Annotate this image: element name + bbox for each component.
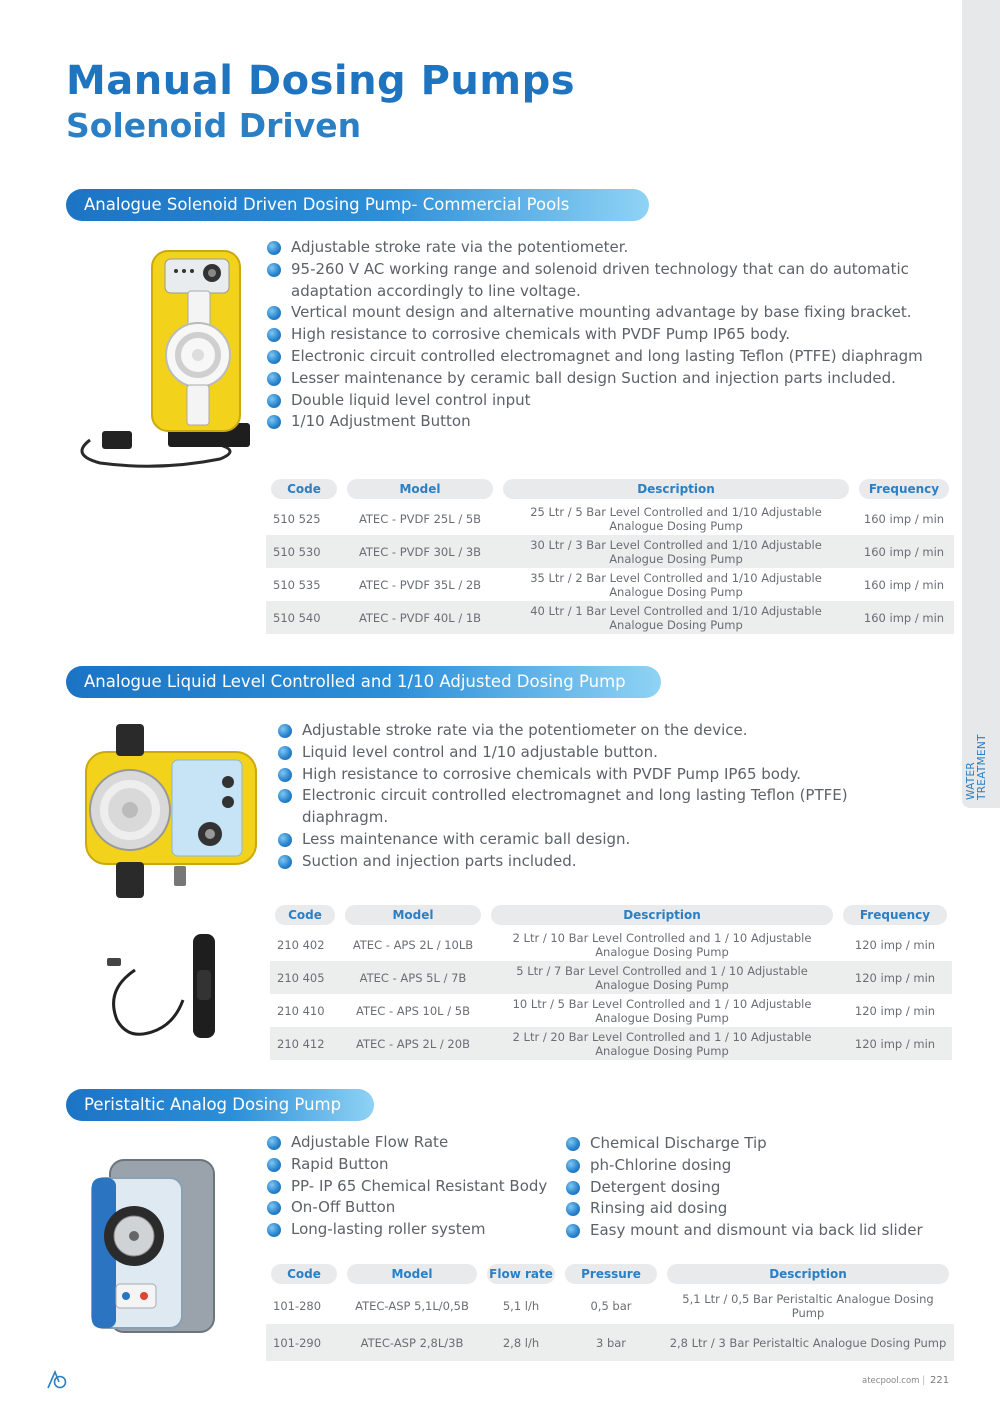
- bullet-icon: [278, 789, 292, 803]
- bullet-icon: [278, 833, 292, 847]
- table-row: 510 525 ATEC - PVDF 25L / 5B 25 Ltr / 5 Bar Level Controlled and 1/10 Adjustable Analogue Dosing Pump 160 imp / min: [273, 504, 945, 533]
- column-header: Model: [347, 479, 493, 499]
- bullet-icon: [267, 415, 281, 429]
- list-item: Adjustable stroke rate via the potentiometer.: [267, 237, 927, 259]
- table-row: 210 405 ATEC - APS 5L / 7B 5 Ltr / 7 Bar Level Controlled and 1 / 10 Adjustable Analogue Dosing Pump 120 imp / min: [270, 961, 952, 994]
- section2-table: [270, 902, 952, 1060]
- section1-feature-list: [267, 237, 927, 433]
- list-item: ph-Chlorine dosing: [566, 1155, 946, 1177]
- column-header: Frequency: [843, 905, 947, 925]
- bullet-icon: [267, 328, 281, 342]
- table-header-row: [270, 902, 952, 928]
- table-header-row: [266, 1261, 954, 1287]
- side-tab: [962, 0, 1000, 808]
- bullet-icon: [566, 1181, 580, 1195]
- section3-table: [266, 1261, 954, 1361]
- footer-separator: |: [922, 1375, 926, 1386]
- list-item: 95-260 V AC working range and solenoid driven technology that can do automatic adaptation accordingly to line voltage.: [267, 259, 927, 303]
- column-header: Flow rate: [487, 1264, 555, 1284]
- section1-heading: Analogue Solenoid Driven Dosing Pump- Commercial Pools: [66, 189, 649, 221]
- list-item: Electronic circuit controlled electromagnet and long lasting Teflon (PTFE) diaphragm.: [278, 785, 918, 829]
- list-item: Rinsing aid dosing: [566, 1198, 946, 1220]
- list-item: High resistance to corrosive chemicals with PVDF Pump IP65 body.: [278, 764, 918, 786]
- list-item: Suction and injection parts included.: [278, 851, 918, 873]
- section3-heading: Peristaltic Analog Dosing Pump: [66, 1089, 374, 1121]
- column-header: Code: [275, 905, 335, 925]
- list-item: Long-lasting roller system: [267, 1219, 557, 1241]
- list-item: Electronic circuit controlled electromagnet and long lasting Teflon (PTFE) diaphragm: [267, 346, 927, 368]
- list-item: High resistance to corrosive chemicals with PVDF Pump IP65 body.: [267, 324, 927, 346]
- table-row: 510 535 ATEC - PVDF 35L / 2B 35 Ltr / 2 Bar Level Controlled and 1/10 Adjustable Analogue Dosing Pump 160 imp / min: [273, 570, 945, 599]
- section2-feature-list: [278, 720, 918, 873]
- column-header: Model: [345, 905, 481, 925]
- bullet-icon: [566, 1224, 580, 1238]
- list-item: Chemical Discharge Tip: [566, 1133, 946, 1155]
- solenoid-pump-image: [70, 245, 260, 470]
- side-tab-label: [966, 690, 996, 800]
- section3-feature-list-right: [566, 1133, 946, 1242]
- list-item: Vertical mount design and alternative mounting advantage by base fixing bracket.: [267, 302, 927, 324]
- list-item: Liquid level control and 1/10 adjustable button.: [278, 742, 918, 764]
- bullet-icon: [267, 1201, 281, 1215]
- peristaltic-pump-image: [86, 1158, 216, 1338]
- bullet-icon: [267, 1136, 281, 1150]
- column-header: Code: [271, 479, 337, 499]
- column-header: Description: [491, 905, 833, 925]
- list-item: Double liquid level control input: [267, 390, 927, 412]
- bullet-icon: [267, 350, 281, 364]
- table-row: 101-290 ATEC-ASP 2,8L/3B 2,8 l/h 3 bar 2,8 Ltr / 3 Bar Peristaltic Analogue Dosing Pump: [266, 1324, 954, 1361]
- table-row: 210 410 ATEC - APS 10L / 5B 10 Ltr / 5 Bar Level Controlled and 1 / 10 Adjustable Analogue Dosing Pump 120 imp / min: [277, 996, 936, 1025]
- section1-table: [266, 476, 954, 634]
- section3-feature-list-left: [267, 1132, 557, 1241]
- bullet-icon: [278, 855, 292, 869]
- table-row: 210 412 ATEC - APS 2L / 20B 2 Ltr / 20 Bar Level Controlled and 1 / 10 Adjustable Analogue Dosing Pump 120 imp / min: [270, 1027, 952, 1060]
- section2-heading: Analogue Liquid Level Controlled and 1/10 Adjusted Dosing Pump: [66, 666, 661, 698]
- table-row: 210 402 ATEC - APS 2L / 10LB 2 Ltr / 10 Bar Level Controlled and 1 / 10 Adjustable Analogue Dosing Pump 120 imp / min: [277, 930, 936, 959]
- list-item: Rapid Button: [267, 1154, 557, 1176]
- bullet-icon: [267, 1180, 281, 1194]
- side-tab-line1: WATER: [965, 761, 977, 800]
- bullet-icon: [267, 394, 281, 408]
- bullet-icon: [278, 724, 292, 738]
- list-item: PP- IP 65 Chemical Resistant Body: [267, 1176, 557, 1198]
- bullet-icon: [278, 746, 292, 760]
- bullet-icon: [267, 1158, 281, 1172]
- page-subtitle: Solenoid Driven: [66, 106, 362, 145]
- bullet-icon: [566, 1202, 580, 1216]
- footer-url: atecpool.com: [862, 1376, 920, 1386]
- bullet-icon: [278, 768, 292, 782]
- level-sensor-image: [105, 930, 225, 1045]
- list-item: On-Off Button: [267, 1197, 557, 1219]
- page-number: 221: [930, 1375, 950, 1386]
- column-header: Description: [667, 1264, 949, 1284]
- column-header: Code: [271, 1264, 337, 1284]
- column-header: Pressure: [565, 1264, 657, 1284]
- page-title: Manual Dosing Pumps: [66, 58, 576, 104]
- bullet-icon: [566, 1159, 580, 1173]
- list-item: Lesser maintenance by ceramic ball design Suction and injection parts included.: [267, 368, 927, 390]
- bullet-icon: [267, 306, 281, 320]
- table-row: 101-280 ATEC-ASP 5,1L/0,5B 5,1 l/h 0,5 bar 5,1 Ltr / 0,5 Bar Peristaltic Analogue Dosing Pump: [273, 1291, 934, 1320]
- bullet-icon: [267, 241, 281, 255]
- list-item: Adjustable stroke rate via the potentiometer on the device.: [278, 720, 918, 742]
- list-item: Detergent dosing: [566, 1177, 946, 1199]
- table-row: 510 540 ATEC - PVDF 40L / 1B 40 Ltr / 1 Bar Level Controlled and 1/10 Adjustable Analogue Dosing Pump 160 imp / min: [266, 601, 954, 634]
- column-header: Frequency: [859, 479, 949, 499]
- liquid-level-pump-image: [68, 722, 258, 902]
- list-item: Less maintenance with ceramic ball design.: [278, 829, 918, 851]
- bullet-icon: [267, 263, 281, 277]
- list-item: Adjustable Flow Rate: [267, 1132, 557, 1154]
- bullet-icon: [267, 1223, 281, 1237]
- column-header: Model: [347, 1264, 477, 1284]
- brand-logo-icon: [46, 1370, 68, 1394]
- table-header-row: [266, 476, 954, 502]
- bullet-icon: [566, 1137, 580, 1151]
- bullet-icon: [267, 372, 281, 386]
- table-row: 510 530 ATEC - PVDF 30L / 3B 30 Ltr / 3 Bar Level Controlled and 1/10 Adjustable Analogue Dosing Pump 160 imp / min: [266, 535, 954, 568]
- list-item: Easy mount and dismount via back lid slider: [566, 1220, 946, 1242]
- list-item: 1/10 Adjustment Button: [267, 411, 927, 433]
- column-header: Description: [503, 479, 849, 499]
- side-tab-line2: TREATMENT: [976, 734, 988, 800]
